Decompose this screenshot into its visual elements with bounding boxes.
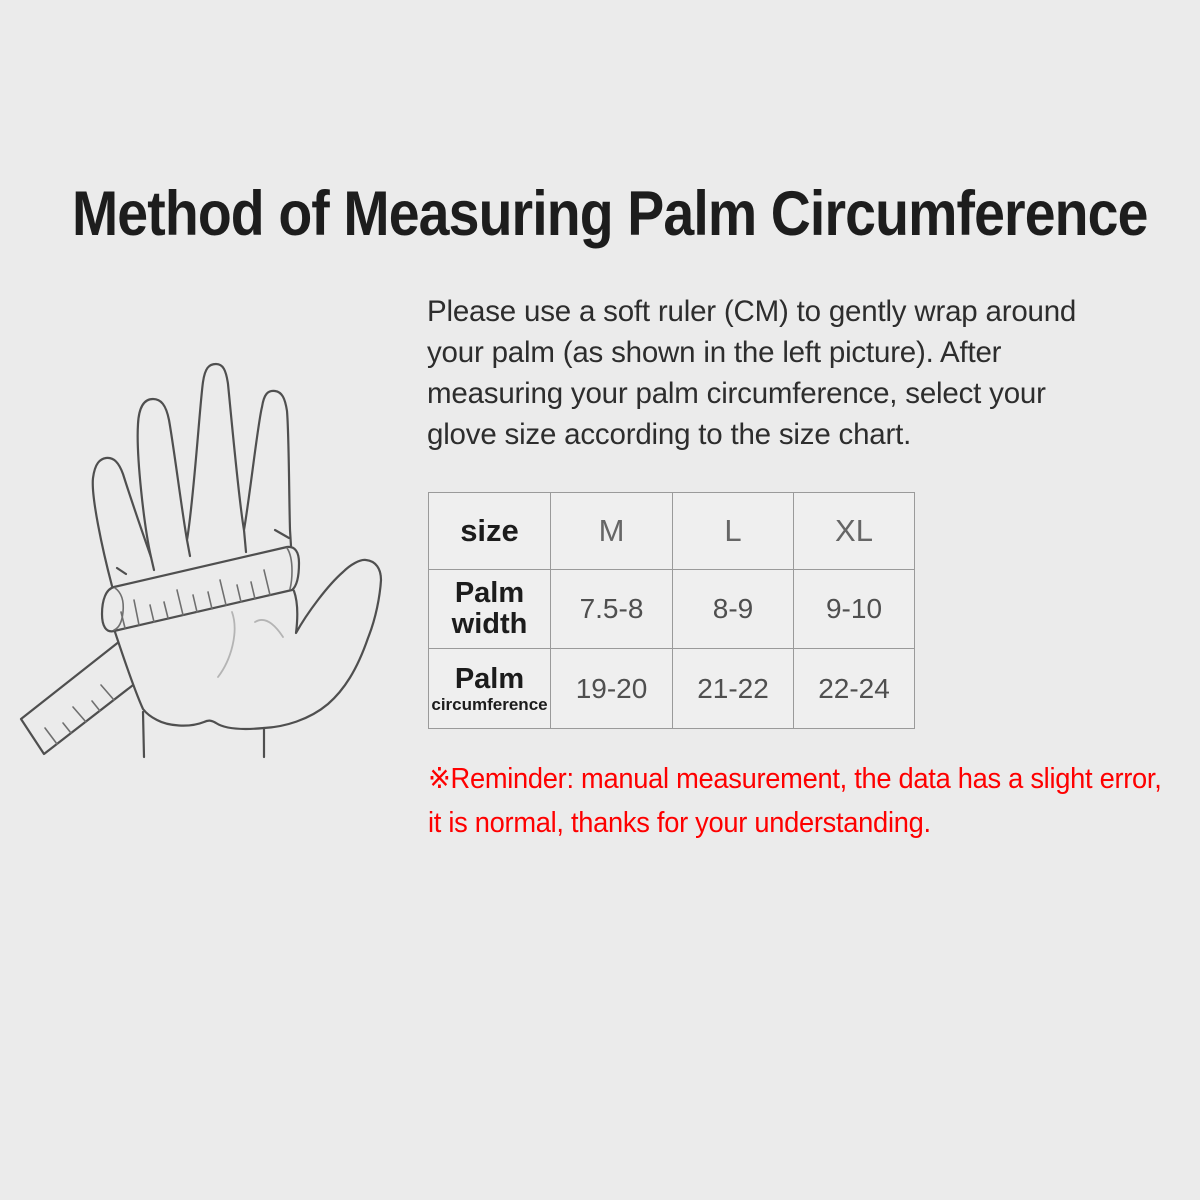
instructions-paragraph: [427, 291, 1076, 455]
row-label-line: Palm: [454, 662, 525, 695]
cell-palm-circumference-xl: 22-24: [794, 649, 915, 729]
cell-palm-circumference-m: 19-20: [551, 649, 673, 729]
table-row-palm-circumference: [429, 649, 915, 729]
table-row-palm-width: [429, 570, 915, 649]
reminder-line: ※Reminder: manual measurement, the data has a slight error,: [428, 763, 1162, 795]
index-finger: [244, 391, 291, 546]
instructions-line: your palm (as shown in the left picture). After: [427, 336, 1002, 369]
header-cell-xl: XL: [794, 493, 915, 570]
row-label-line: width: [451, 608, 528, 640]
cell-palm-width-xl: 9-10: [794, 570, 915, 649]
cell-palm-width-l: 8-9: [673, 570, 794, 649]
row-label-palm-width: [429, 570, 551, 649]
instructions-line: glove size according to the size chart.: [427, 418, 912, 451]
row-label-line: circumference: [431, 694, 548, 714]
reminder-line: it is normal, thanks for your understanding.: [428, 807, 931, 839]
size-chart-table: [428, 492, 915, 729]
middle-finger: [187, 364, 246, 552]
hand-measure-illustration-icon: [10, 330, 400, 780]
cell-palm-width-m: 7.5-8: [551, 570, 673, 649]
header-cell-size: size: [429, 493, 551, 570]
page-title: Method of Measuring Palm Circumference: [72, 179, 1148, 250]
header-cell-l: L: [673, 493, 794, 570]
cell-palm-circumference-l: 21-22: [673, 649, 794, 729]
row-label-line: Palm: [454, 577, 525, 609]
header-cell-m: M: [551, 493, 673, 570]
instructions-line: Please use a soft ruler (CM) to gently wrap around: [427, 295, 1077, 328]
wrist-line: [143, 712, 144, 757]
reminder-note: [428, 757, 1162, 845]
row-label-palm-circumference: [429, 649, 551, 729]
instructions-line: measuring your palm circumference, select your: [427, 377, 1046, 410]
table-header-row: [429, 493, 915, 570]
ring-finger: [138, 399, 190, 557]
